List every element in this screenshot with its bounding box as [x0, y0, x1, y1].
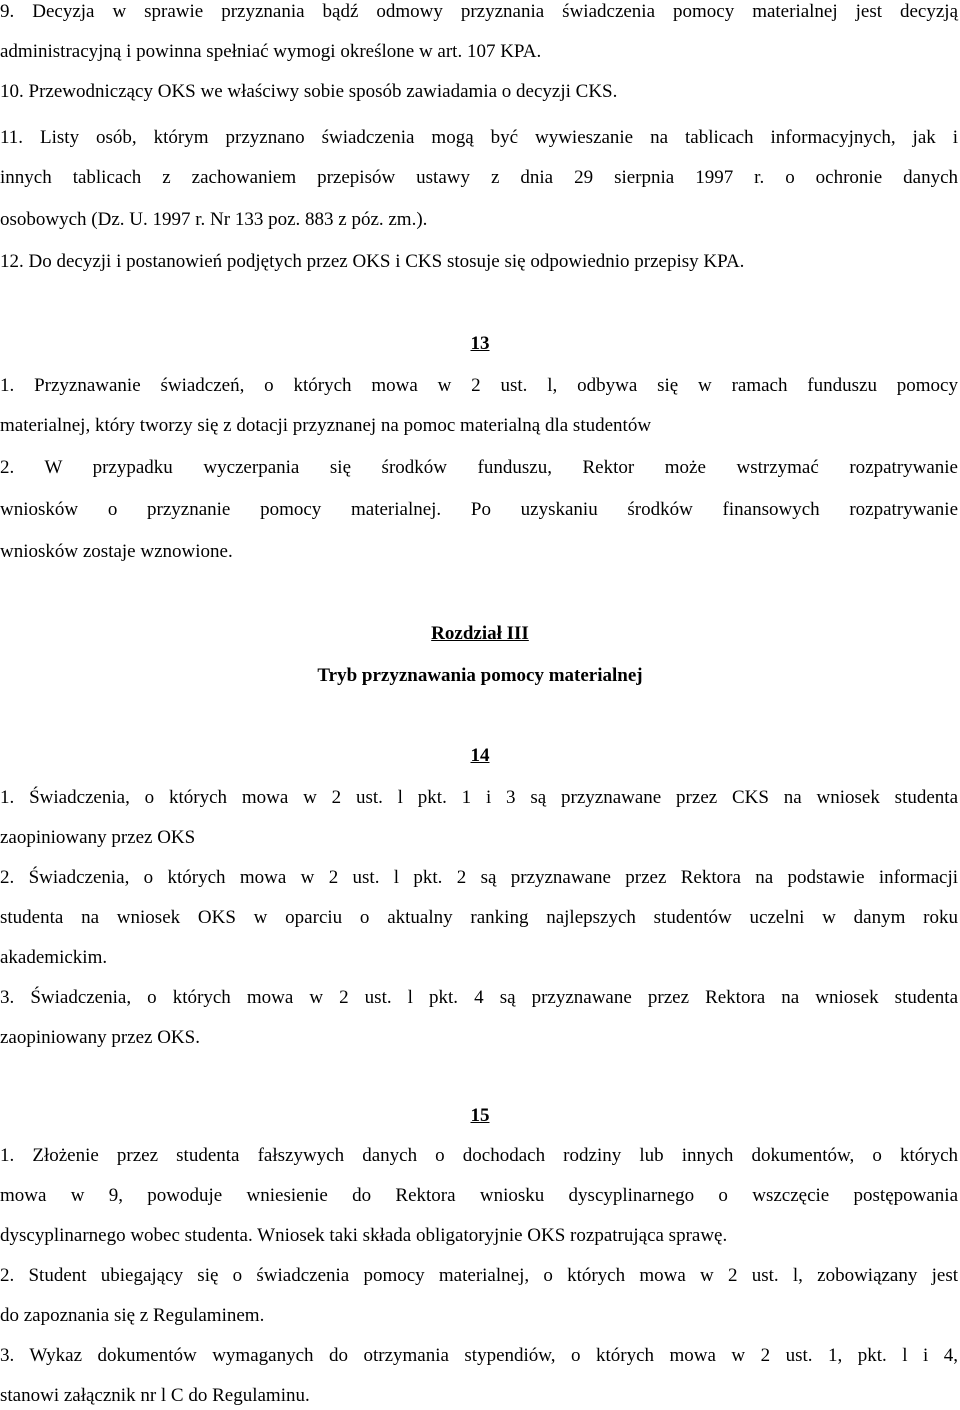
- section-number: 15: [470, 1105, 490, 1126]
- section-number: 14: [470, 745, 490, 766]
- paragraph-line: 11. Listy osób, którym przyznano świadczenia mogą być wywieszanie na tablicach informacyjnych, jak i: [0, 127, 958, 148]
- paragraph-line: zaopiniowany przez OKS.: [0, 1027, 200, 1048]
- paragraph-line: studenta na wniosek OKS w oparciu o aktualny ranking najlepszych studentów uczelni w danym roku: [0, 907, 958, 928]
- paragraph-line: stanowi załącznik nr l C do Regulaminu.: [0, 1385, 310, 1406]
- section-number: 13: [470, 333, 490, 354]
- paragraph-line: dyscyplinarnego wobec studenta. Wniosek taki składa obligatoryjnie OKS rozpatrująca sprawę.: [0, 1225, 728, 1246]
- paragraph-line: 2. Student ubiegający się o świadczenia pomocy materialnej, o których mowa w 2 ust. l, zobowiązany jest: [0, 1265, 958, 1286]
- paragraph-line: do zapoznania się z Regulaminem.: [0, 1305, 265, 1326]
- paragraph-line: materialnej, który tworzy się z dotacji przyznanej na pomoc materialną dla studentów: [0, 415, 652, 436]
- paragraph-line: wniosków o przyznanie pomocy materialnej. Po uzyskaniu środków finansowych rozpatrywanie: [0, 499, 958, 520]
- paragraph-line: zaopiniowany przez OKS: [0, 827, 196, 848]
- paragraph-line: 10. Przewodniczący OKS we właściwy sobie sposób zawiadamia o decyzji CKS.: [0, 81, 618, 102]
- paragraph-line: 9. Decyzja w sprawie przyznania bądź odmowy przyznania świadczenia pomocy materialnej jest decyzją: [0, 1, 958, 22]
- paragraph-line: 2. Świadczenia, o których mowa w 2 ust. l pkt. 2 są przyznawane przez Rektora na podstawie informacji: [0, 867, 958, 888]
- paragraph-line: 1. Przyznawanie świadczeń, o których mowa w 2 ust. l, odbywa się w ramach funduszu pomocy: [0, 375, 958, 396]
- paragraph-line: 2. W przypadku wyczerpania się środków funduszu, Rektor może wstrzymać rozpatrywanie: [0, 457, 958, 478]
- paragraph-line: osobowych (Dz. U. 1997 r. Nr 133 poz. 883 z póz. zm.).: [0, 209, 428, 230]
- paragraph-line: administracyjną i powinna spełniać wymogi określone w art. 107 KPA.: [0, 41, 542, 62]
- paragraph-line: 1. Złożenie przez studenta fałszywych danych o dochodach rodziny lub innych dokumentów, o których: [0, 1145, 958, 1166]
- paragraph-line: 3. Świadczenia, o których mowa w 2 ust. l pkt. 4 są przyznawane przez Rektora na wniosek studenta: [0, 987, 958, 1008]
- paragraph-line: 12. Do decyzji i postanowień podjętych przez OKS i CKS stosuje się odpowiednio przepisy KPA.: [0, 251, 745, 272]
- chapter-number: Rozdział III: [431, 623, 529, 644]
- chapter-title: Tryb przyznawania pomocy materialnej: [317, 665, 643, 686]
- paragraph-line: 1. Świadczenia, o których mowa w 2 ust. l pkt. 1 i 3 są przyznawane przez CKS na wniosek studenta: [0, 787, 958, 808]
- paragraph-line: mowa w 9, powoduje wniesienie do Rektora wniosku dyscyplinarnego o wszczęcie postępowania: [0, 1185, 958, 1206]
- paragraph-line: innych tablicach z zachowaniem przepisów ustawy z dnia 29 sierpnia 1997 r. o ochronie danych: [0, 167, 958, 188]
- paragraph-line: akademickim.: [0, 947, 108, 968]
- paragraph-line: wniosków zostaje wznowione.: [0, 541, 233, 562]
- paragraph-line: 3. Wykaz dokumentów wymaganych do otrzymania stypendiów, o których mowa w 2 ust. 1, pkt. l i 4,: [0, 1345, 958, 1366]
